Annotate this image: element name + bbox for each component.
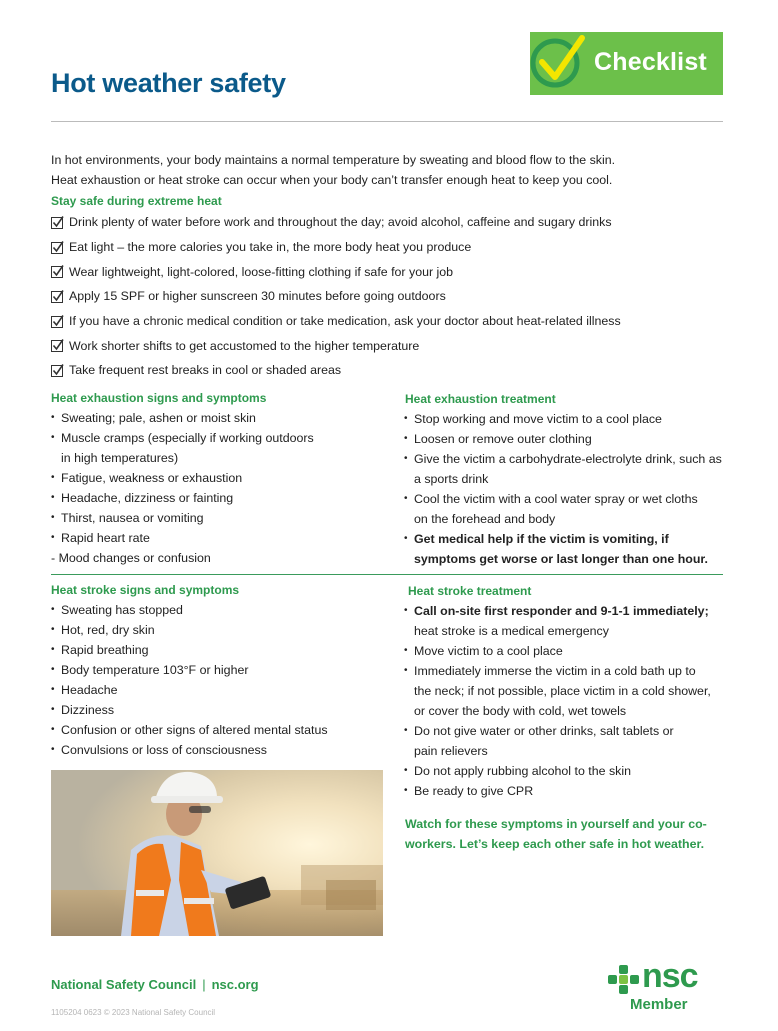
checklist-item-text: Eat light – the more calories you take in, the more body heat you produce (69, 240, 472, 255)
checklist-item-text: Drink plenty of water before work and throughout the day; avoid alcohol, caffeine and sugary drinks (69, 215, 612, 230)
footer-separator: | (202, 977, 206, 992)
nsc-cross-icon (608, 965, 640, 995)
list-item: • Immediately immerse the victim in a cold bath up to the neck; if not possible, place victim in a cold shower, or cover the body with cold, wet towels (404, 661, 714, 721)
checklist-item (51, 210, 731, 235)
checklist-item (51, 235, 731, 260)
checklist-item-text: Take frequent rest breaks in cool or shaded areas (69, 363, 342, 378)
stroke-treatment-list (404, 601, 724, 801)
checkbox-icon (51, 265, 64, 278)
checkbox-icon (51, 315, 64, 328)
list-item: • Move victim to a cool place (404, 641, 724, 661)
list-item: • Dizziness (51, 700, 351, 720)
checkbox-icon (51, 339, 64, 352)
checkbox-icon (51, 364, 64, 377)
list-item: • Loosen or remove outer clothing (404, 429, 724, 449)
page-title: Hot weather safety (51, 68, 286, 98)
worker-photo (51, 770, 383, 936)
list-item: • Body temperature 103°F or higher (51, 660, 351, 680)
stay-safe-checklist (51, 210, 731, 383)
stroke-signs-heading: Heat stroke signs and symptoms (51, 583, 240, 597)
list-item: • Do not give water or other drinks, salt tablets or pain relievers (404, 721, 674, 761)
stroke-treatment-heading: Heat stroke treatment (408, 584, 532, 598)
footer-org (51, 977, 259, 992)
checkbox-icon (51, 216, 64, 229)
list-item: • Sweating has stopped (51, 600, 351, 620)
checklist-item-text: Work shorter shifts to get accustomed to the higher temperature (69, 338, 420, 353)
checklist-item (51, 284, 731, 309)
stroke-signs-list (51, 600, 351, 760)
checklist-item-text: If you have a chronic medical condition or take medication, ask your doctor about heat-related illness (69, 314, 621, 329)
list-item: • Headache (51, 680, 351, 700)
nsc-wordmark: nsc (642, 957, 698, 995)
site-link[interactable]: nsc.org (211, 977, 259, 992)
list-item: • Thirst, nausea or vomiting (51, 508, 351, 528)
checkbox-icon (51, 290, 64, 303)
exhaustion-signs-list (51, 408, 351, 568)
document-code: 1105204 0623 © 2023 National Safety Council (51, 1008, 216, 1017)
list-item (404, 529, 714, 569)
list-item (404, 601, 714, 641)
exhaustion-treatment-heading: Heat exhaustion treatment (405, 392, 556, 406)
list-item: - Mood changes or confusion (51, 551, 211, 565)
list-item: • Muscle cramps (especially if working outdoors in high temperatures) (51, 428, 321, 468)
list-item: • Cool the victim with a cool water spray or wet cloths on the forehead and body (404, 489, 714, 529)
badge-label: Checklist (594, 48, 707, 76)
medical-help-text: Get medical help if the victim is vomiting, if symptoms get worse or last longer than one hour. (414, 532, 708, 566)
stay-safe-heading: Stay safe during extreme heat (51, 194, 222, 208)
org-name: National Safety Council (51, 977, 197, 992)
header-divider (51, 121, 723, 122)
emergency-text: heat stroke is a medical emergency (414, 624, 609, 638)
intro-line: In hot environments, your body maintains a normal temperature by sweating and blood flow to the skin. (51, 153, 616, 167)
member-label: Member (630, 996, 688, 1013)
checklist-item (51, 358, 731, 383)
checklist-item-text: Apply 15 SPF or higher sunscreen 30 minutes before going outdoors (69, 289, 446, 304)
list-item: • Do not apply rubbing alcohol to the skin (404, 761, 724, 781)
checklist-item (51, 333, 731, 358)
list-item: • Confusion or other signs of altered mental status (51, 720, 351, 740)
list-item: • Fatigue, weakness or exhaustion (51, 468, 351, 488)
exhaustion-signs-heading: Heat exhaustion signs and symptoms (51, 391, 267, 405)
section-divider (51, 574, 723, 575)
intro-line: Heat exhaustion or heat stroke can occur when your body can’t transfer enough heat to keep you cool. (51, 173, 613, 187)
checklist-badge (530, 32, 723, 95)
checklist-item (51, 259, 731, 284)
list-item: • Sweating; pale, ashen or moist skin (51, 408, 351, 428)
list-item: • Headache, dizziness or fainting (51, 488, 351, 508)
closing-message: Watch for these symptoms in yourself and your co-workers. Let’s keep each other safe in hot weather. (405, 817, 707, 851)
nsc-member-logo (608, 957, 726, 1015)
checklist-item (51, 309, 731, 334)
call-911-text: Call on-site first responder and 9-1-1 immediately; (414, 604, 709, 618)
checklist-item-text: Wear lightweight, light-colored, loose-fitting clothing if safe for your job (69, 264, 454, 279)
intro (51, 150, 731, 190)
list-item: • Rapid breathing (51, 640, 351, 660)
list-item: • Convulsions or loss of consciousness (51, 740, 351, 760)
list-item: • Hot, red, dry skin (51, 620, 351, 640)
list-item: • Be ready to give CPR (404, 781, 724, 801)
exhaustion-treatment-list (404, 409, 724, 569)
list-item: • Give the victim a carbohydrate-electrolyte drink, such as a sports drink (404, 449, 724, 489)
checkbox-icon (51, 241, 64, 254)
list-item: • Rapid heart rate (51, 528, 351, 548)
checkmark-icon (530, 32, 600, 95)
list-item: • Stop working and move victim to a cool place (404, 409, 724, 429)
